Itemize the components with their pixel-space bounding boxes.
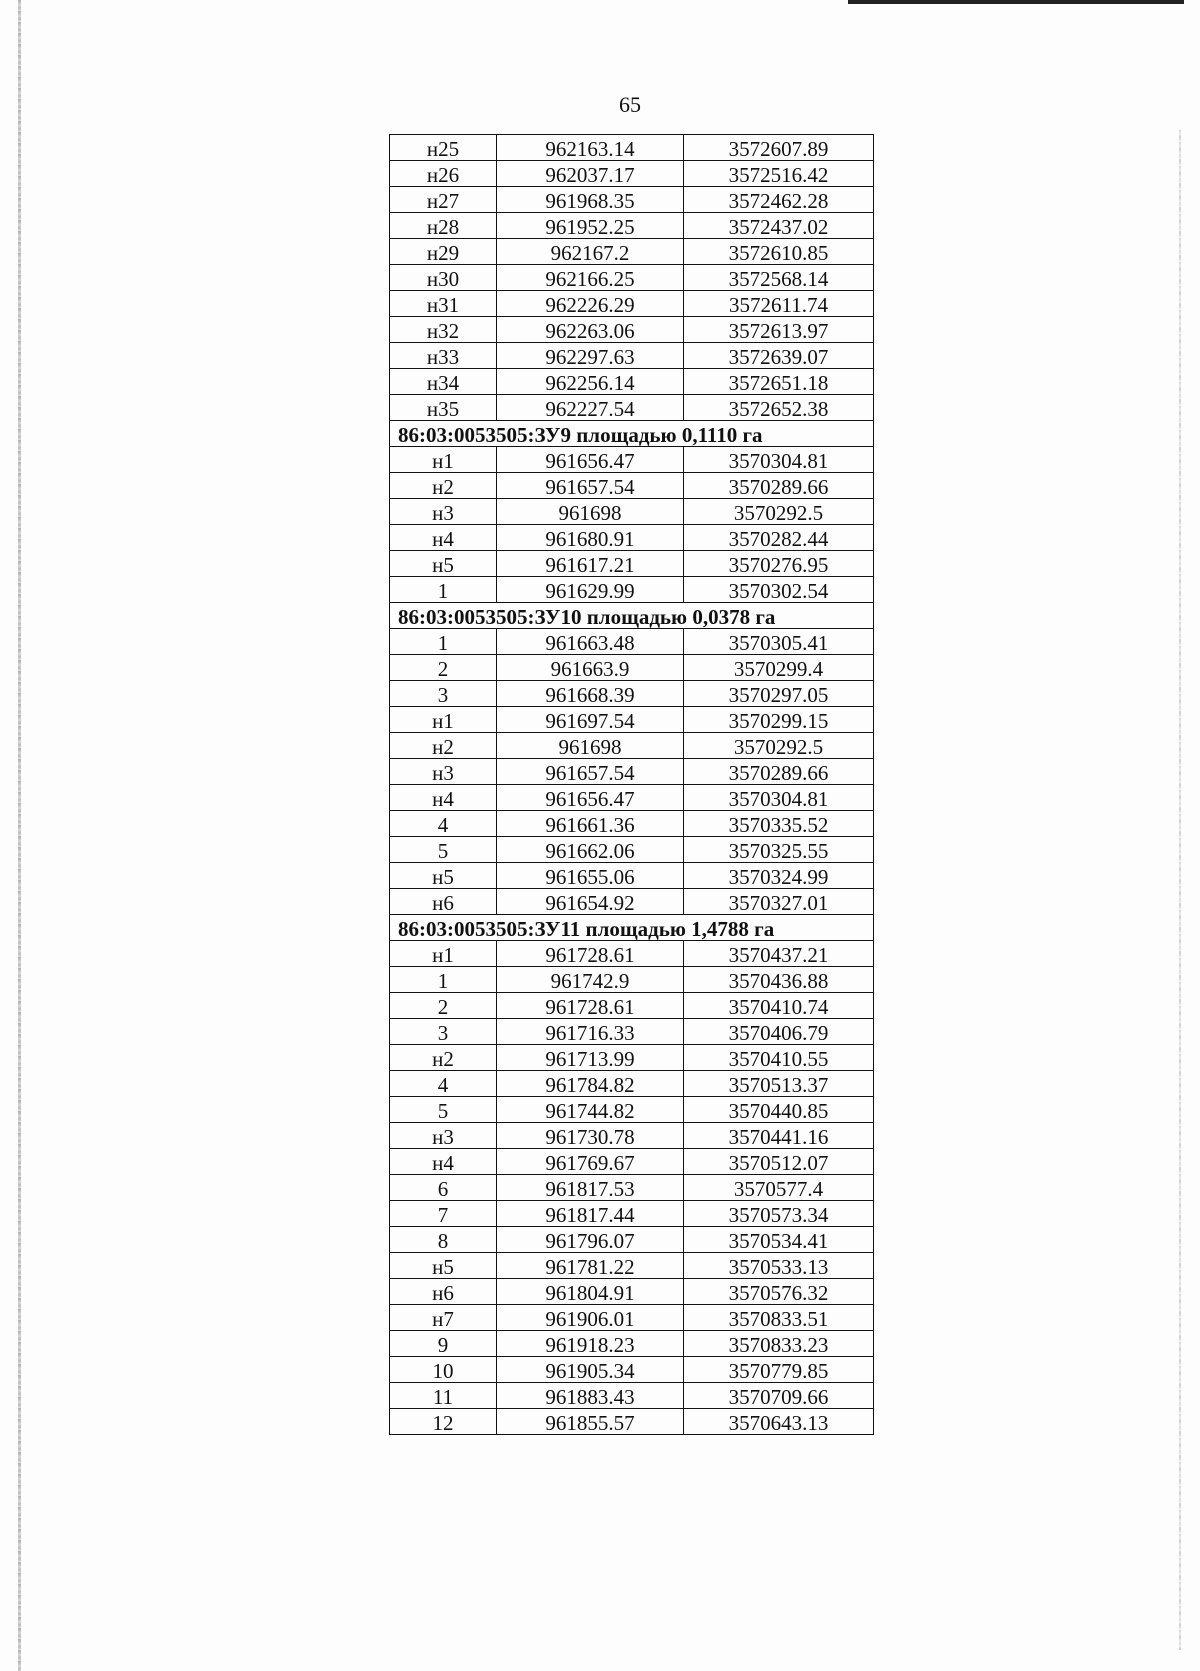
y-coordinate-cell: 3570709.66 [684, 1383, 874, 1409]
coordinates-table [389, 134, 874, 1435]
y-coordinate-cell: 3572607.89 [684, 135, 874, 161]
y-coordinate-cell: 3570833.51 [684, 1305, 874, 1331]
y-coordinate-cell: 3570289.66 [684, 473, 874, 499]
scan-edge-left [18, 0, 21, 1671]
table-row [390, 551, 874, 577]
table-row [390, 291, 874, 317]
table-row [390, 187, 874, 213]
point-id-cell: н26 [390, 161, 497, 187]
table-row [390, 473, 874, 499]
point-id-cell: н3 [390, 499, 497, 525]
point-id-cell: н32 [390, 317, 497, 343]
x-coordinate-cell: 961905.34 [497, 1357, 684, 1383]
point-id-cell: н2 [390, 733, 497, 759]
point-id-cell: 12 [390, 1409, 497, 1435]
y-coordinate-cell: 3570513.37 [684, 1071, 874, 1097]
table-row [390, 629, 874, 655]
point-id-cell: н25 [390, 135, 497, 161]
x-coordinate-cell: 962256.14 [497, 369, 684, 395]
y-coordinate-cell: 3570512.07 [684, 1149, 874, 1175]
y-coordinate-cell: 3570437.21 [684, 941, 874, 967]
x-coordinate-cell: 961655.06 [497, 863, 684, 889]
point-id-cell: н31 [390, 291, 497, 317]
table-row [390, 1305, 874, 1331]
x-coordinate-cell: 961698 [497, 499, 684, 525]
table-row [390, 343, 874, 369]
y-coordinate-cell: 3572516.42 [684, 161, 874, 187]
y-coordinate-cell: 3570833.23 [684, 1331, 874, 1357]
y-coordinate-cell: 3570299.4 [684, 655, 874, 681]
point-id-cell: н35 [390, 395, 497, 421]
y-coordinate-cell: 3570406.79 [684, 1019, 874, 1045]
table-row [390, 941, 874, 967]
point-id-cell: 6 [390, 1175, 497, 1201]
y-coordinate-cell: 3570441.16 [684, 1123, 874, 1149]
point-id-cell: н5 [390, 1253, 497, 1279]
point-id-cell: 5 [390, 1097, 497, 1123]
point-id-cell: н1 [390, 447, 497, 473]
table-row [390, 811, 874, 837]
x-coordinate-cell: 961728.61 [497, 941, 684, 967]
table-row [390, 1279, 874, 1305]
x-coordinate-cell: 962227.54 [497, 395, 684, 421]
x-coordinate-cell: 961662.06 [497, 837, 684, 863]
x-coordinate-cell: 961629.99 [497, 577, 684, 603]
y-coordinate-cell: 3570576.32 [684, 1279, 874, 1305]
point-id-cell: 1 [390, 629, 497, 655]
y-coordinate-cell: 3570779.85 [684, 1357, 874, 1383]
x-coordinate-cell: 961657.54 [497, 759, 684, 785]
x-coordinate-cell: 961656.47 [497, 785, 684, 811]
x-coordinate-cell: 961817.44 [497, 1201, 684, 1227]
y-coordinate-cell: 3570335.52 [684, 811, 874, 837]
table-row [390, 707, 874, 733]
point-id-cell: 4 [390, 811, 497, 837]
x-coordinate-cell: 961968.35 [497, 187, 684, 213]
x-coordinate-cell: 962263.06 [497, 317, 684, 343]
table-row [390, 967, 874, 993]
y-coordinate-cell: 3570440.85 [684, 1097, 874, 1123]
table-row [390, 1123, 874, 1149]
x-coordinate-cell: 961804.91 [497, 1279, 684, 1305]
coordinates-table-body [390, 135, 874, 1435]
table-row [390, 1175, 874, 1201]
point-id-cell: н33 [390, 343, 497, 369]
point-id-cell: 11 [390, 1383, 497, 1409]
table-row [390, 265, 874, 291]
x-coordinate-cell: 961918.23 [497, 1331, 684, 1357]
point-id-cell: н29 [390, 239, 497, 265]
x-coordinate-cell: 961781.22 [497, 1253, 684, 1279]
x-coordinate-cell: 962226.29 [497, 291, 684, 317]
x-coordinate-cell: 961906.01 [497, 1305, 684, 1331]
table-row [390, 863, 874, 889]
table-row [390, 525, 874, 551]
x-coordinate-cell: 962037.17 [497, 161, 684, 187]
y-coordinate-cell: 3570299.15 [684, 707, 874, 733]
x-coordinate-cell: 962297.63 [497, 343, 684, 369]
table-row [390, 1409, 874, 1435]
x-coordinate-cell: 961769.67 [497, 1149, 684, 1175]
point-id-cell: н30 [390, 265, 497, 291]
table-row [390, 759, 874, 785]
x-coordinate-cell: 961663.48 [497, 629, 684, 655]
y-coordinate-cell: 3572568.14 [684, 265, 874, 291]
x-coordinate-cell: 961668.39 [497, 681, 684, 707]
x-coordinate-cell: 961680.91 [497, 525, 684, 551]
x-coordinate-cell: 962167.2 [497, 239, 684, 265]
y-coordinate-cell: 3572613.97 [684, 317, 874, 343]
y-coordinate-cell: 3570410.55 [684, 1045, 874, 1071]
x-coordinate-cell: 961728.61 [497, 993, 684, 1019]
x-coordinate-cell: 961661.36 [497, 811, 684, 837]
table-row [390, 837, 874, 863]
section-header: 86:03:0053505:ЗУ11 площадью 1,4788 га [390, 915, 874, 941]
table-row [390, 1253, 874, 1279]
x-coordinate-cell: 961654.92 [497, 889, 684, 915]
x-coordinate-cell: 961796.07 [497, 1227, 684, 1253]
point-id-cell: н3 [390, 1123, 497, 1149]
table-row [390, 239, 874, 265]
table-row [390, 213, 874, 239]
point-id-cell: н6 [390, 1279, 497, 1305]
x-coordinate-cell: 961713.99 [497, 1045, 684, 1071]
y-coordinate-cell: 3572651.18 [684, 369, 874, 395]
table-row [390, 161, 874, 187]
x-coordinate-cell: 961716.33 [497, 1019, 684, 1045]
table-row [390, 1045, 874, 1071]
point-id-cell: 2 [390, 655, 497, 681]
x-coordinate-cell: 961742.9 [497, 967, 684, 993]
table-row [390, 681, 874, 707]
scan-edge-right [1179, 130, 1181, 1650]
table-row [390, 317, 874, 343]
point-id-cell: 1 [390, 967, 497, 993]
table-row [390, 733, 874, 759]
section-header-row [390, 915, 874, 941]
x-coordinate-cell: 961657.54 [497, 473, 684, 499]
y-coordinate-cell: 3570327.01 [684, 889, 874, 915]
table-row [390, 785, 874, 811]
point-id-cell: 8 [390, 1227, 497, 1253]
y-coordinate-cell: 3570533.13 [684, 1253, 874, 1279]
x-coordinate-cell: 961697.54 [497, 707, 684, 733]
point-id-cell: 9 [390, 1331, 497, 1357]
x-coordinate-cell: 961784.82 [497, 1071, 684, 1097]
point-id-cell: н34 [390, 369, 497, 395]
table-row [390, 577, 874, 603]
y-coordinate-cell: 3570289.66 [684, 759, 874, 785]
x-coordinate-cell: 961744.82 [497, 1097, 684, 1123]
y-coordinate-cell: 3570410.74 [684, 993, 874, 1019]
x-coordinate-cell: 961730.78 [497, 1123, 684, 1149]
table-row [390, 1071, 874, 1097]
point-id-cell: н3 [390, 759, 497, 785]
point-id-cell: н27 [390, 187, 497, 213]
page-number: 65 [619, 92, 641, 117]
section-header-row [390, 603, 874, 629]
x-coordinate-cell: 961698 [497, 733, 684, 759]
point-id-cell: н1 [390, 941, 497, 967]
point-id-cell: н1 [390, 707, 497, 733]
y-coordinate-cell: 3570276.95 [684, 551, 874, 577]
table-row [390, 1097, 874, 1123]
y-coordinate-cell: 3572610.85 [684, 239, 874, 265]
point-id-cell: н2 [390, 1045, 497, 1071]
x-coordinate-cell: 962166.25 [497, 265, 684, 291]
table-row [390, 1149, 874, 1175]
y-coordinate-cell: 3570577.4 [684, 1175, 874, 1201]
y-coordinate-cell: 3570304.81 [684, 785, 874, 811]
y-coordinate-cell: 3570304.81 [684, 447, 874, 473]
y-coordinate-cell: 3572462.28 [684, 187, 874, 213]
point-id-cell: 10 [390, 1357, 497, 1383]
y-coordinate-cell: 3570305.41 [684, 629, 874, 655]
y-coordinate-cell: 3570292.5 [684, 499, 874, 525]
x-coordinate-cell: 961883.43 [497, 1383, 684, 1409]
y-coordinate-cell: 3570643.13 [684, 1409, 874, 1435]
x-coordinate-cell: 961952.25 [497, 213, 684, 239]
point-id-cell: 5 [390, 837, 497, 863]
y-coordinate-cell: 3570302.54 [684, 577, 874, 603]
x-coordinate-cell: 961817.53 [497, 1175, 684, 1201]
section-header: 86:03:0053505:ЗУ9 площадью 0,1110 га [390, 421, 874, 447]
y-coordinate-cell: 3570436.88 [684, 967, 874, 993]
y-coordinate-cell: 3572437.02 [684, 213, 874, 239]
point-id-cell: н7 [390, 1305, 497, 1331]
point-id-cell: н4 [390, 1149, 497, 1175]
point-id-cell: н2 [390, 473, 497, 499]
table-row [390, 135, 874, 161]
table-row [390, 499, 874, 525]
table-row [390, 369, 874, 395]
point-id-cell: н28 [390, 213, 497, 239]
x-coordinate-cell: 961663.9 [497, 655, 684, 681]
point-id-cell: 4 [390, 1071, 497, 1097]
table-row [390, 1019, 874, 1045]
table-row [390, 1357, 874, 1383]
table-row [390, 447, 874, 473]
point-id-cell: н6 [390, 889, 497, 915]
table-row [390, 1383, 874, 1409]
point-id-cell: 7 [390, 1201, 497, 1227]
section-header: 86:03:0053505:ЗУ10 площадью 0,0378 га [390, 603, 874, 629]
x-coordinate-cell: 961617.21 [497, 551, 684, 577]
y-coordinate-cell: 3570292.5 [684, 733, 874, 759]
y-coordinate-cell: 3572639.07 [684, 343, 874, 369]
y-coordinate-cell: 3570325.55 [684, 837, 874, 863]
point-id-cell: н4 [390, 525, 497, 551]
y-coordinate-cell: 3572652.38 [684, 395, 874, 421]
table-row [390, 889, 874, 915]
table-row [390, 1331, 874, 1357]
x-coordinate-cell: 962163.14 [497, 135, 684, 161]
point-id-cell: н5 [390, 551, 497, 577]
y-coordinate-cell: 3570297.05 [684, 681, 874, 707]
point-id-cell: 3 [390, 681, 497, 707]
table-row [390, 1227, 874, 1253]
top-rule [848, 0, 1184, 4]
point-id-cell: 2 [390, 993, 497, 1019]
point-id-cell: 3 [390, 1019, 497, 1045]
y-coordinate-cell: 3570534.41 [684, 1227, 874, 1253]
table-row [390, 993, 874, 1019]
y-coordinate-cell: 3570282.44 [684, 525, 874, 551]
point-id-cell: н5 [390, 863, 497, 889]
table-row [390, 1201, 874, 1227]
point-id-cell: 1 [390, 577, 497, 603]
table-row [390, 655, 874, 681]
point-id-cell: н4 [390, 785, 497, 811]
x-coordinate-cell: 961855.57 [497, 1409, 684, 1435]
y-coordinate-cell: 3570573.34 [684, 1201, 874, 1227]
section-header-row [390, 421, 874, 447]
x-coordinate-cell: 961656.47 [497, 447, 684, 473]
table-row [390, 395, 874, 421]
y-coordinate-cell: 3572611.74 [684, 291, 874, 317]
y-coordinate-cell: 3570324.99 [684, 863, 874, 889]
